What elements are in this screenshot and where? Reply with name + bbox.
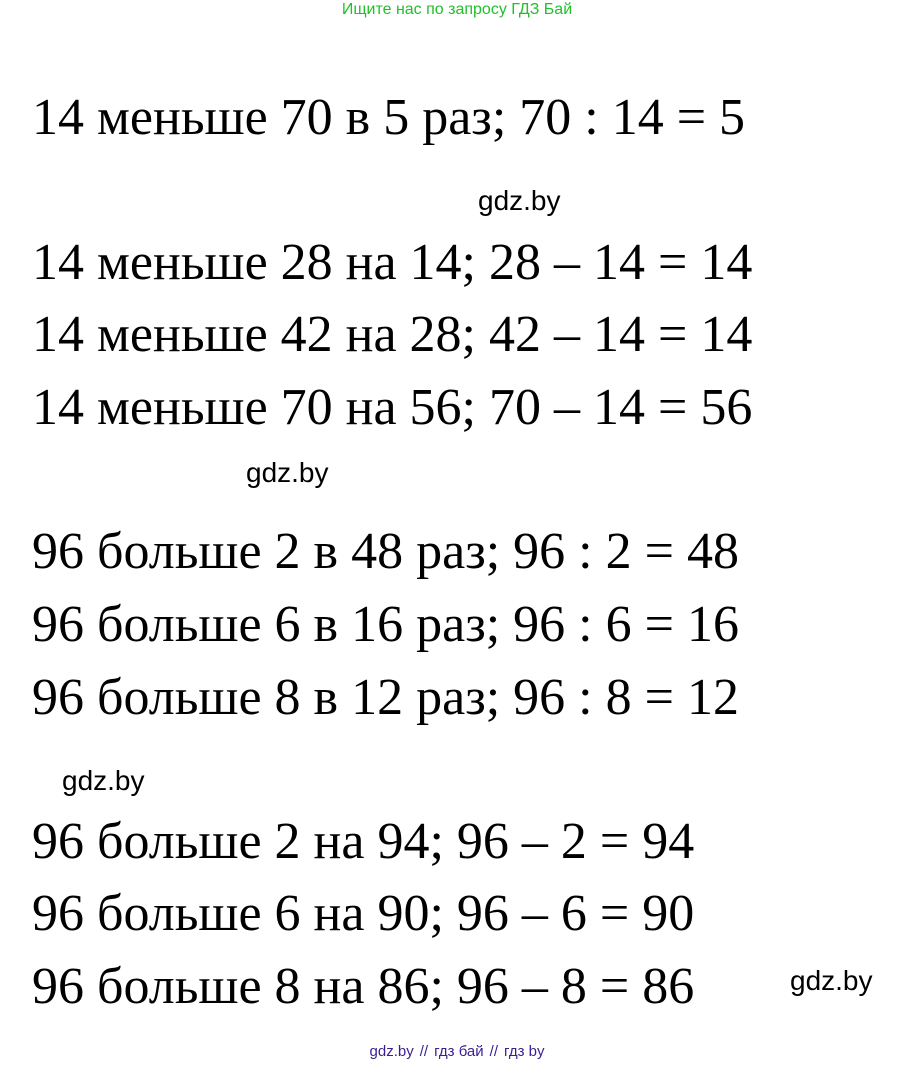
answer-line: 96 больше 8 на 86; 96 – 8 = 86 <box>32 958 695 1015</box>
answer-line: 14 меньше 42 на 28; 42 – 14 = 14 <box>32 306 753 363</box>
footer-separator: // <box>419 1043 429 1060</box>
answer-line: 14 меньше 70 на 56; 70 – 14 = 56 <box>32 379 753 436</box>
watermark: gdz.by <box>62 765 145 796</box>
answer-line: 96 больше 8 в 12 раз; 96 : 8 = 12 <box>32 669 739 726</box>
answer-line: 96 больше 2 в 48 раз; 96 : 2 = 48 <box>32 523 739 580</box>
watermark: gdz.by <box>246 457 329 488</box>
answer-line: 14 меньше 28 на 14; 28 – 14 = 14 <box>32 234 753 291</box>
answer-line: 96 больше 6 в 16 раз; 96 : 6 = 16 <box>32 596 739 653</box>
footer-link-gdz-by-2[interactable]: гдз by <box>504 1043 545 1060</box>
answer-line: 96 больше 2 на 94; 96 – 2 = 94 <box>32 813 695 870</box>
footer-link-gdz-by[interactable]: gdz.by <box>369 1043 414 1060</box>
footer-link-gdz-bai[interactable]: гдз бай <box>434 1043 484 1060</box>
watermark: gdz.by <box>478 185 561 216</box>
footer <box>0 1042 914 1062</box>
footer-separator: // <box>489 1043 499 1060</box>
watermark: gdz.by <box>790 965 873 996</box>
answer-line: 14 меньше 70 в 5 раз; 70 : 14 = 5 <box>32 89 746 146</box>
top-banner: Ищите нас по запросу ГДЗ Бай <box>341 1 573 18</box>
answer-line: 96 больше 6 на 90; 96 – 6 = 90 <box>32 885 695 942</box>
